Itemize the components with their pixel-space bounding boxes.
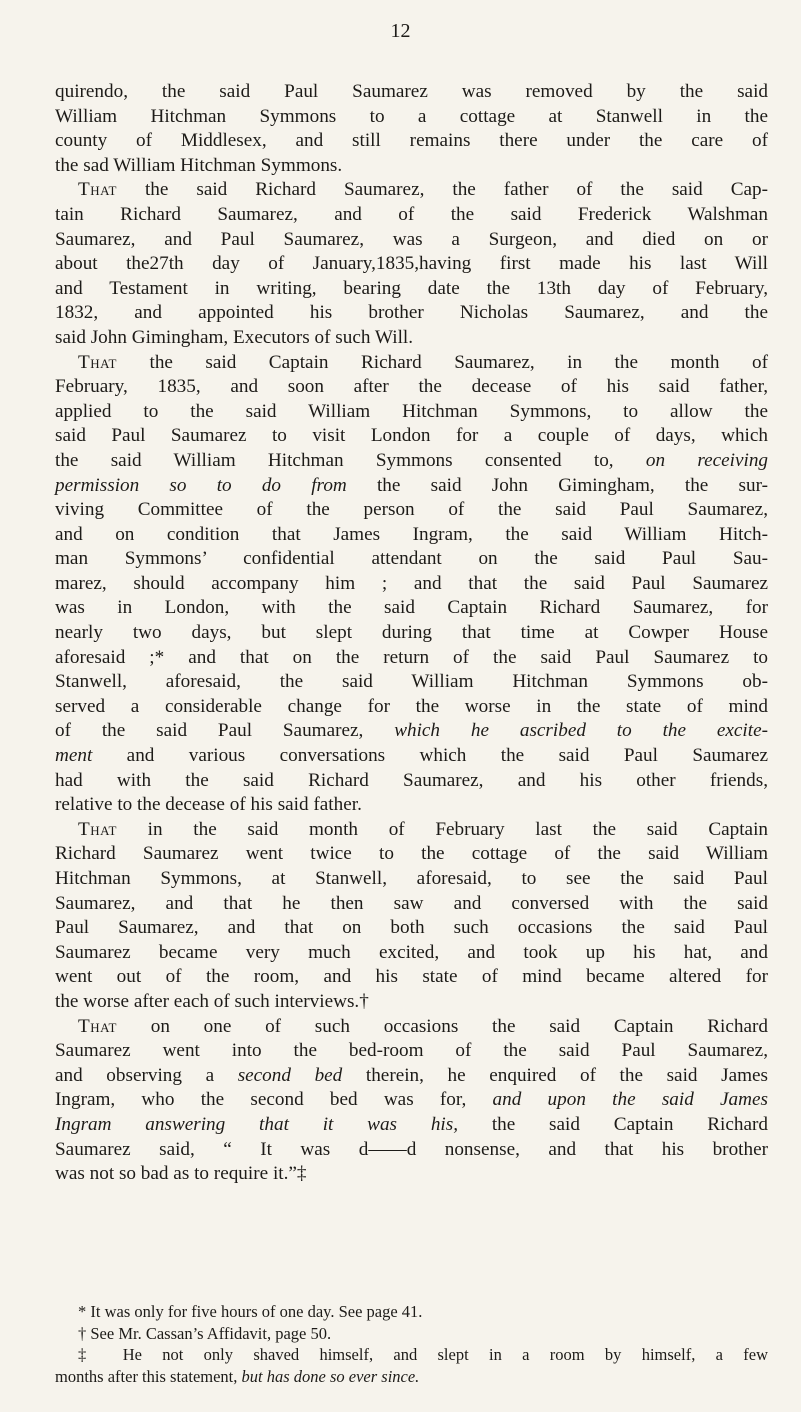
- text-line: the worse after each of such interviews.†: [55, 990, 369, 1012]
- text-line: the said William Hitchman Symmons consented to, on receiving: [55, 449, 769, 471]
- text-line: applied to the said William Hitchman Symmons, to allow the: [55, 400, 768, 422]
- page-number: 12: [390, 20, 411, 42]
- text-line: February, 1835, and soon after the decease of his said father,: [55, 376, 768, 398]
- text-line: William Hitchman Symmons to a cottage at Stanwell in the: [55, 105, 768, 127]
- text-line: was not so bad as to require it.”‡: [55, 1163, 307, 1185]
- footnote-line: † See Mr. Cassan’s Affidavit, page 50.: [78, 1323, 332, 1343]
- text-line: Stanwell, aforesaid, the said William Hitchman Symmons ob-: [55, 671, 768, 693]
- text-line: That on one of such occasions the said Captain Richard: [78, 1015, 768, 1037]
- footnotes: [55, 1301, 768, 1387]
- text-line: Saumarez became very much excited, and took up his hat, and: [55, 941, 768, 963]
- footnote-line: months after this statement, but has done so ever since.: [55, 1366, 420, 1386]
- body-text: [55, 80, 768, 1187]
- text-line: permission so to do from the said John Gimingham, the sur-: [55, 474, 768, 496]
- text-line: Saumarez, and that he then saw and conversed with the said: [55, 892, 768, 914]
- text-line: man Symmons’ confidential attendant on the said Paul Sau-: [55, 548, 768, 570]
- text-line: nearly two days, but slept during that time at Cowper House: [55, 622, 768, 644]
- text-line: the sad William Hitchman Symmons.: [55, 154, 343, 176]
- text-line: relative to the decease of his said father.: [55, 794, 362, 816]
- text-line: and Testament in writing, bearing date the 13th day of February,: [55, 277, 768, 299]
- text-line: That the said Captain Richard Saumarez, in the month of: [78, 351, 768, 373]
- text-line: viving Committee of the person of the said Paul Saumarez,: [55, 499, 768, 521]
- text-line: quirendo, the said Paul Saumarez was removed by the said: [55, 81, 768, 102]
- text-line: county of Middlesex, and still remains there under the care of: [55, 130, 768, 152]
- text-line: of the said Paul Saumarez, which he ascribed to the excite-: [55, 720, 768, 742]
- text-line: and observing a second bed therein, he enquired of the said James: [55, 1064, 768, 1086]
- text-line: ment and various conversations which the said Paul Saumarez: [55, 745, 768, 767]
- text-line: marez, should accompany him ; and that the said Paul Saumarez: [55, 572, 768, 594]
- text-line: Paul Saumarez, and that on both such occasions the said Paul: [55, 917, 768, 939]
- text-line: said John Gimingham, Executors of such Will.: [55, 326, 414, 348]
- text-line: That the said Richard Saumarez, the father of the said Cap-: [78, 179, 768, 201]
- text-line: Hitchman Symmons, at Stanwell, aforesaid, to see the said Paul: [55, 868, 768, 889]
- text-line: Richard Saumarez went twice to the cottage of the said William: [55, 843, 768, 865]
- text-line: about the27th day of January,1835,having first made his last Will: [55, 253, 768, 275]
- text-line: served a considerable change for the worse in the state of mind: [55, 695, 768, 717]
- text-line: Ingram, who the second bed was for, and upon the said James: [55, 1089, 768, 1111]
- text-line: That in the said month of February last the said Captain: [78, 818, 768, 840]
- text-line: Ingram answering that it was his, the said Captain Richard: [55, 1113, 768, 1135]
- footnote-line: ‡ He not only shaved himself, and slept in a room by himself, a few: [78, 1345, 768, 1364]
- text-line: aforesaid ;* and that on the return of the said Paul Saumarez to: [55, 646, 768, 668]
- text-line: went out of the room, and his state of mind became altered for: [55, 966, 768, 988]
- text-line: said Paul Saumarez to visit London for a couple of days, which: [55, 425, 768, 447]
- text-line: tain Richard Saumarez, and of the said Frederick Walshman: [55, 203, 768, 225]
- footnote-line: * It was only for five hours of one day. See page 41.: [78, 1302, 423, 1321]
- text-line: was in London, with the said Captain Richard Saumarez, for: [55, 597, 768, 619]
- text-line: 1832, and appointed his brother Nicholas Saumarez, and the: [55, 302, 768, 324]
- text-line: Saumarez said, “ It was d——d nonsense, and that his brother: [55, 1138, 768, 1160]
- text-line: Saumarez, and Paul Saumarez, was a Surgeon, and died on or: [55, 228, 768, 250]
- text-line: and on condition that James Ingram, the said William Hitch-: [55, 523, 768, 545]
- text-line: had with the said Richard Saumarez, and his other friends,: [55, 769, 768, 791]
- text-line: Saumarez went into the bed-room of the said Paul Saumarez,: [55, 1040, 768, 1062]
